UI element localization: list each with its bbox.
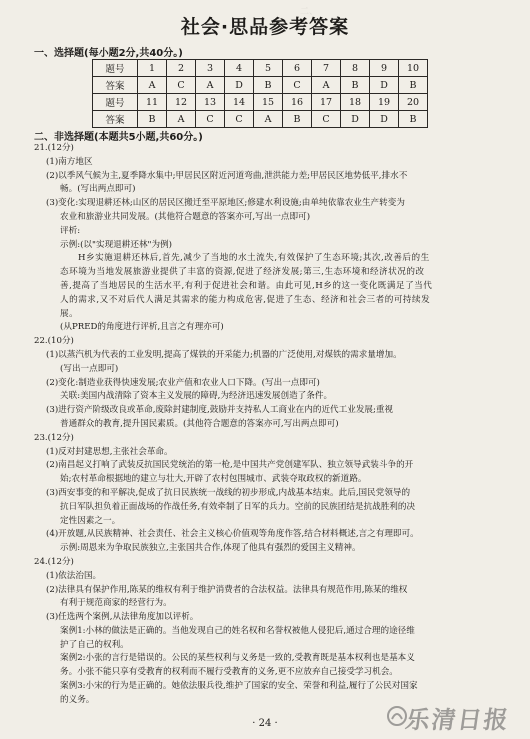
table-header-cell: 题号 xyxy=(93,94,138,111)
answer-line: 人的需求,又不对后代人满足其需求的能力构成危害,促进了生态、经济和社会三者的可持续发 xyxy=(60,294,431,305)
table-cell: 8 xyxy=(341,60,370,77)
answer-body xyxy=(34,142,502,708)
table-cell: 12 xyxy=(167,94,196,111)
table-cell: B xyxy=(138,111,167,128)
table-cell: B xyxy=(341,77,370,94)
answer-table xyxy=(92,59,428,128)
table-cell: A xyxy=(254,111,283,128)
table-cell: A xyxy=(167,111,196,128)
answer-line: (从PRED的角度进行评析,且言之有理亦可) xyxy=(60,322,224,333)
answer-line: (2)变化:制造业获得快速发展;农业产值和农业人口下降。(写出一点即可) xyxy=(46,377,320,388)
answer-line: 21.(12分) xyxy=(34,143,74,153)
table-cell: C xyxy=(283,77,312,94)
answer-line: (3)西安事变的和平解决,促成了抗日民族统一战线的初步形成,内战基本结束。此后,国民党领导的 xyxy=(46,487,411,498)
table-cell: A xyxy=(196,77,225,94)
answer-line: (1)以蒸汽机为代表的工业发明,提高了煤铁的开采能力;机器的广泛使用,对煤铁的需求量增加。 xyxy=(46,349,402,360)
answer-line: (2)法律具有保护作用,陈某的维权有利于维护消费者的合法权益。法律具有规范作用,陈某的维权 xyxy=(46,584,408,595)
table-cell: A xyxy=(138,77,167,94)
answer-line: (1)南方地区 xyxy=(46,156,93,167)
answer-line: 定性因素之一。 xyxy=(60,515,121,526)
answer-line: 案例2:小张的言行是错误的。公民的某些权利与义务是一致的,受教育既是基本权利也是基本义 xyxy=(60,653,415,664)
answer-line: 示例:(以"实现退耕还林"为例) xyxy=(60,239,173,250)
answer-line: 务。小张不能只享有受教育的权利而不履行受教育的义务,更不应放弃自己接受学习机会。 xyxy=(60,667,398,678)
answer-line: 普通群众的教育,提升国民素质。(其他符合题意的答案亦可,写出两点即可) xyxy=(60,418,339,429)
table-cell: D xyxy=(370,77,399,94)
bleed-through-text: 二、 xyxy=(300,7,319,17)
table-cell: 2 xyxy=(167,60,196,77)
answer-line: 23.(12分) xyxy=(34,432,74,443)
answer-line: 的义务。 xyxy=(60,694,95,705)
answer-line: 抗日军队担负着正面战场的作战任务,有效牵制了日军的兵力。空前的民族团结是抗战胜利的决 xyxy=(60,501,416,512)
table-cell: 10 xyxy=(399,60,428,77)
table-cell: 19 xyxy=(370,94,399,111)
table-cell: C xyxy=(167,77,196,94)
answer-line: 22.(10分) xyxy=(34,336,74,347)
table-cell: 13 xyxy=(196,94,225,111)
answer-line: (3)进行资产阶级改良或革命,废除封建制度,鼓励并支持私人工商业在内的近代工业发展;重视 xyxy=(46,405,394,416)
table-cell: 1 xyxy=(138,60,167,77)
answer-line: 关联:美国内战清除了资本主义发展的障碍,为经济迅速发展创造了条件。 xyxy=(60,391,333,402)
table-cell: A xyxy=(312,77,341,94)
table-cell: B xyxy=(399,111,428,128)
table-cell: 4 xyxy=(225,60,254,77)
table-row xyxy=(93,111,428,128)
table-row xyxy=(93,94,428,111)
answer-line: 展。 xyxy=(60,308,79,319)
table-cell: C xyxy=(225,111,254,128)
answer-line: (2)南昌起义打响了武装反抗国民党统治的第一枪,是中国共产党创建军队、独立领导武装斗争的开 xyxy=(46,460,414,471)
table-cell: 5 xyxy=(254,60,283,77)
table-cell: D xyxy=(370,111,399,128)
table-cell: B xyxy=(283,111,312,128)
answer-line: 案例3:小宋的行为是正确的。她依法服兵役,维护了国家的安全、荣誉和利益,履行了公民对国家 xyxy=(60,681,418,692)
answer-line: 评析: xyxy=(60,225,81,236)
newspaper-watermark: 乐清日报 xyxy=(403,705,512,734)
answer-line: 始;农村革命根据地的建立与壮大,开辟了农村包围城市、武装夺取政权的新道路。 xyxy=(60,474,367,485)
answer-line: (2)以季风气候为主,夏季降水集中;甲居民区附近河道弯曲,泄洪能力差;甲居民区地势低平,排水不 xyxy=(46,170,408,181)
table-cell: 18 xyxy=(341,94,370,111)
table-row xyxy=(93,77,428,94)
answer-line: 态环境为当地发展旅游业提供了丰富的资源,促进了经济发展;第三,生态环境和经济状况的改 xyxy=(60,267,425,278)
answer-line: (3)变化:实现退耕还林;山区的居民区搬迁至平原地区;修建水利设施;由单纯依靠农业生产转变为 xyxy=(46,198,405,209)
table-header-cell: 题号 xyxy=(93,60,138,77)
answer-line: 畅。(写出两点即可) xyxy=(60,184,136,195)
table-cell: D xyxy=(225,77,254,94)
answer-line: (4)开放题,从民族精神、社会责任、社会主义核心价值观等角度作答,结合材料概述,言之有理即可。 xyxy=(46,529,419,540)
answer-line: 案例1:小林的做法是正确的。当他发现自己的姓名权和名誉权被他人侵犯后,通过合理的途径维 xyxy=(60,625,415,636)
table-cell: 20 xyxy=(399,94,428,111)
table-header-cell: 答案 xyxy=(93,111,138,128)
answer-line: (1)反对封建思想,主张社会革命。 xyxy=(46,446,173,457)
answer-line: 善,提高了当地居民的生活水平,有利于促进社会和谐。由此可见,H乡的这一变化既满足了当代 xyxy=(60,280,433,291)
answer-line: H乡实施退耕还林后,首先,减少了当地的水土流失,有效保护了生态环境;其次,改善后的生 xyxy=(78,253,430,264)
answer-line: 有利于规范商家的经营行为。 xyxy=(60,598,172,609)
table-cell: 17 xyxy=(312,94,341,111)
table-cell: 11 xyxy=(138,94,167,111)
table-cell: 15 xyxy=(254,94,283,111)
answer-line: 示例:周恩来为争取民族独立,主张国共合作,体现了他具有强烈的爱国主义精神。 xyxy=(60,543,361,554)
table-cell: 14 xyxy=(225,94,254,111)
answer-line: 24.(12分) xyxy=(34,556,74,567)
table-cell: B xyxy=(399,77,428,94)
answer-line: 护了自己的权利。 xyxy=(60,639,129,650)
table-cell: D xyxy=(341,111,370,128)
table-cell: 6 xyxy=(283,60,312,77)
answer-line: (写出一点即可) xyxy=(60,363,119,374)
answer-line: (1)依法治国。 xyxy=(46,570,102,581)
table-cell: 7 xyxy=(312,60,341,77)
table-cell: 9 xyxy=(370,60,399,77)
table-cell: C xyxy=(312,111,341,128)
table-cell: 16 xyxy=(283,94,312,111)
section-heading-open: 二、非选择题(本题共5小题,共60分。) xyxy=(34,132,203,143)
answer-line: (3)任选两个案例,从法律角度加以评析。 xyxy=(46,612,199,623)
table-header-cell: 答案 xyxy=(93,77,138,94)
table-cell: B xyxy=(254,77,283,94)
page-title: 社会·思品参考答案 xyxy=(180,16,350,38)
table-cell: C xyxy=(196,111,225,128)
answer-line: 农业和旅游业共同发展。(其他符合题意的答案亦可,写出一点即可) xyxy=(60,211,311,222)
table-cell: 3 xyxy=(196,60,225,77)
page-number: · 24 · xyxy=(252,718,278,729)
section-heading-choice: 一、选择题(每小题2分,共40分。) xyxy=(34,48,183,59)
table-row xyxy=(93,60,428,77)
